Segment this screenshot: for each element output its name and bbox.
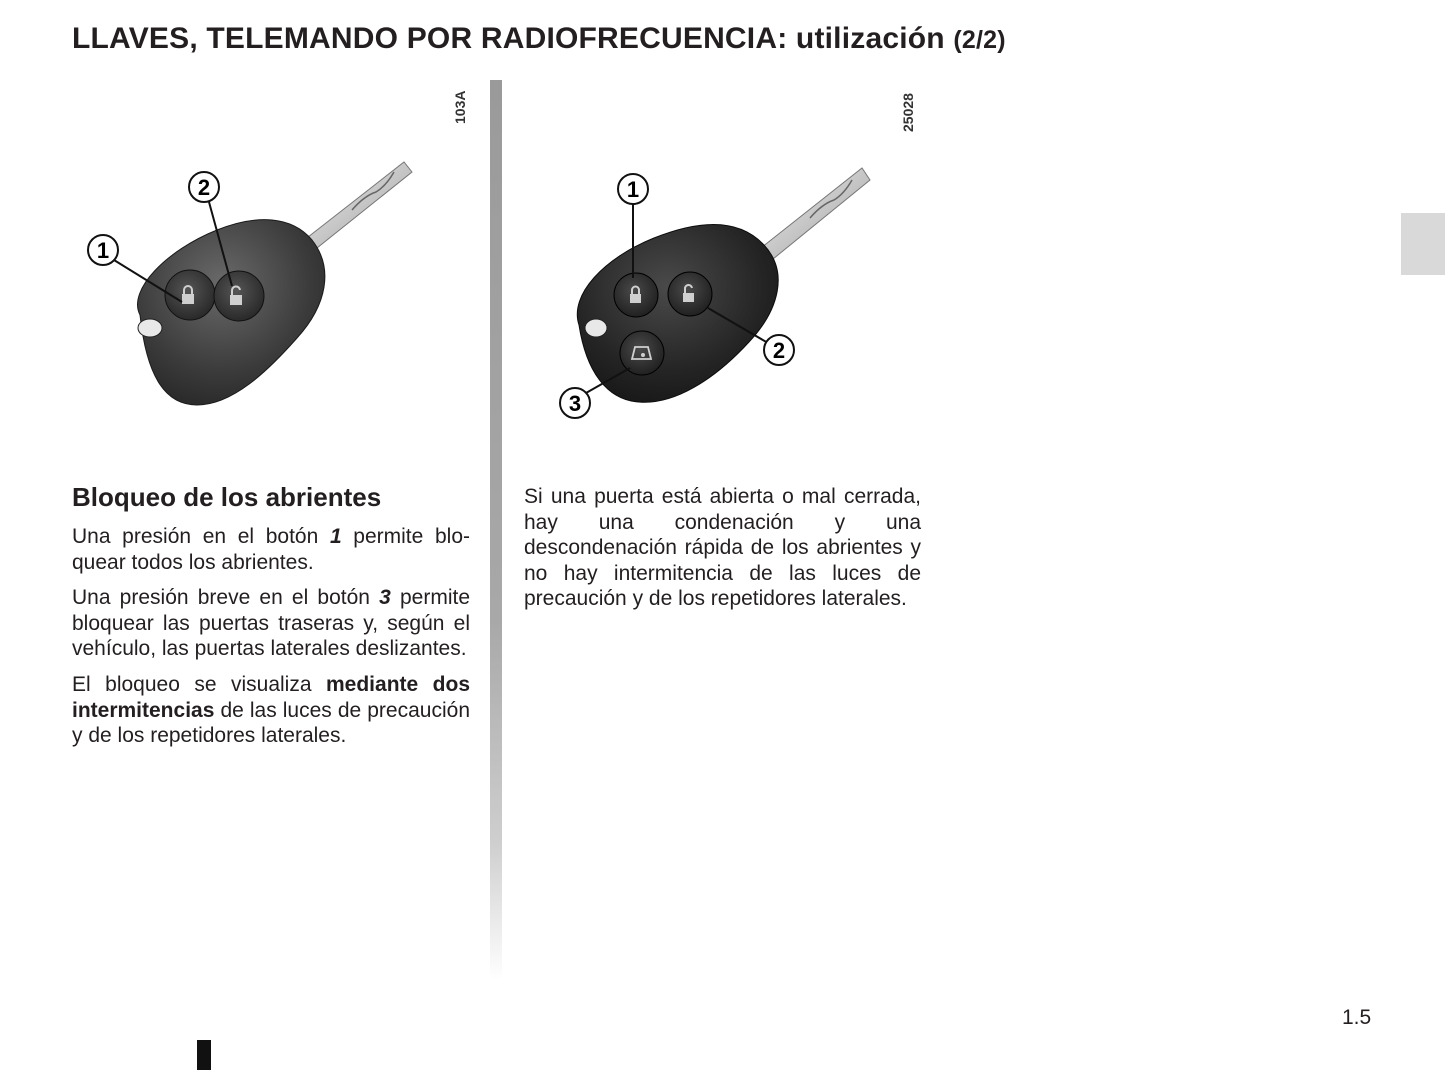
key-fob-body [577, 225, 778, 403]
text-run: Una presión breve en el botón [72, 586, 380, 610]
left-text-column [72, 524, 470, 759]
text-run: Una presión en el botón [72, 525, 330, 548]
thumb-tab [1401, 213, 1445, 275]
print-mark [197, 1040, 211, 1070]
text-run: 3 [379, 586, 391, 610]
lock-button [614, 273, 658, 317]
paragraph-door-open: Si una puerta está abierta o mal cerrada, hay una condenación y una descondenación rápida de los abrientes y no hay intermitencia de las luces de precaución y de los repetidores laterales. [524, 485, 921, 611]
paragraph-lock-all [72, 524, 470, 575]
rear-door-button [620, 331, 664, 375]
key-illustration-three-buttons [524, 80, 934, 440]
callout-label: 3 [568, 391, 582, 416]
text-run: permite bloquear todos los abrientes. [72, 525, 471, 574]
unlock-button [668, 272, 712, 316]
key-illustration-two-buttons [72, 80, 482, 440]
figure-code: 103A [452, 90, 468, 124]
text-run: mediante dos intermitencias [72, 672, 470, 722]
key-figure-two-buttons [72, 80, 482, 440]
page-title-fraction: (2/2) [953, 26, 1006, 54]
text-run: de las luces de precaución y de los repetidores laterales. [72, 698, 470, 748]
key-figure-three-buttons [524, 80, 934, 440]
text-run: El bloqueo se visualiza [72, 672, 326, 696]
page-number: 1.5 [1342, 1006, 1372, 1029]
section-heading: Bloqueo de los abrientes [72, 482, 382, 512]
callout-label: 2 [772, 338, 786, 363]
text-run: permite bloquear las puertas traseras y, según el vehículo, las puertas laterales deslizantes. [72, 586, 470, 661]
page-title-main: LLAVES, TELEMANDO POR RADIOFRECUENCIA: utilización [72, 22, 945, 55]
unlock-button [214, 271, 264, 321]
key-ring-hole [138, 319, 162, 337]
callout-label: 1 [626, 177, 640, 202]
right-text-column [524, 484, 921, 622]
paragraph-lock-rear [72, 585, 470, 662]
callout-label: 2 [197, 175, 211, 200]
page-title [72, 22, 1006, 56]
figure-code: 25028 [900, 93, 916, 132]
callout-label: 1 [96, 238, 110, 263]
text-run: 1 [329, 525, 342, 548]
paragraph-lock-visual [72, 672, 470, 749]
key-ring-hole [585, 319, 607, 337]
column-divider [490, 80, 502, 980]
